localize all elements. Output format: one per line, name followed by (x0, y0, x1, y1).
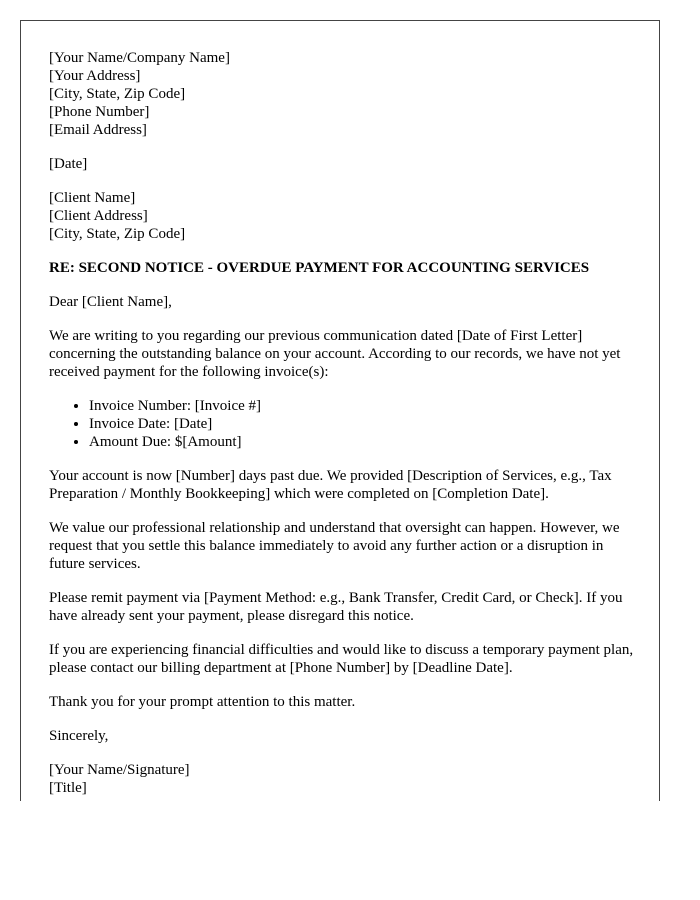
signature-block (49, 761, 641, 797)
recipient-address: [Client Address] (49, 208, 148, 224)
paragraph-intro: We are writing to you regarding our previous communication dated [Date of First Letter] concerning the outstanding balance on your account. According to our records, we have not yet received payment for the following invoice(s): (49, 328, 621, 380)
invoice-list (49, 397, 641, 451)
invoice-number: • Invoice Number: [Invoice #] (89, 397, 641, 415)
sender-name: [Your Name/Company Name] (49, 50, 230, 66)
paragraph-relationship: We value our professional relationship and understand that oversight can happen. However, we request that you settle this balance immediately to avoid any further action or a disruption in future services. (49, 520, 620, 572)
paragraph-difficulties: If you are experiencing financial difficulties and would like to discuss a temporary payment plan, please contact our billing department at [Phone Number] by [Deadline Date]. (49, 642, 634, 676)
subject-line: RE: SECOND NOTICE - OVERDUE PAYMENT FOR ACCOUNTING SERVICES (49, 260, 590, 276)
sender-block (49, 49, 641, 139)
sender-city: [City, State, Zip Code] (49, 86, 186, 102)
letter-content (49, 49, 641, 797)
paragraph-thanks: Thank you for your prompt attention to this matter. (49, 694, 356, 710)
invoice-date: • Invoice Date: [Date] (89, 415, 641, 433)
sender-address: [Your Address] (49, 68, 141, 84)
sender-email: [Email Address] (49, 122, 147, 138)
recipient-block (49, 189, 641, 243)
sender-phone: [Phone Number] (49, 104, 150, 120)
signature-name: [Your Name/Signature] (49, 762, 190, 778)
invoice-amount: • Amount Due: $[Amount] (89, 433, 641, 451)
recipient-city: [City, State, Zip Code] (49, 226, 186, 242)
signature-title: [Title] (49, 780, 87, 796)
letter-page (20, 20, 660, 801)
closing: Sincerely, (49, 728, 109, 744)
recipient-name: [Client Name] (49, 190, 136, 206)
paragraph-remit: Please remit payment via [Payment Method: e.g., Bank Transfer, Credit Card, or Check]. If you have already sent your payment, please disregard this notice. (49, 590, 623, 624)
paragraph-past-due: Your account is now [Number] days past due. We provided [Description of Services, e.g., Tax Preparation / Monthly Bookkeeping] which were completed on [Completion Date]. (49, 468, 612, 502)
date-block (49, 155, 641, 173)
letter-date: [Date] (49, 156, 88, 172)
salutation: Dear [Client Name], (49, 294, 172, 310)
